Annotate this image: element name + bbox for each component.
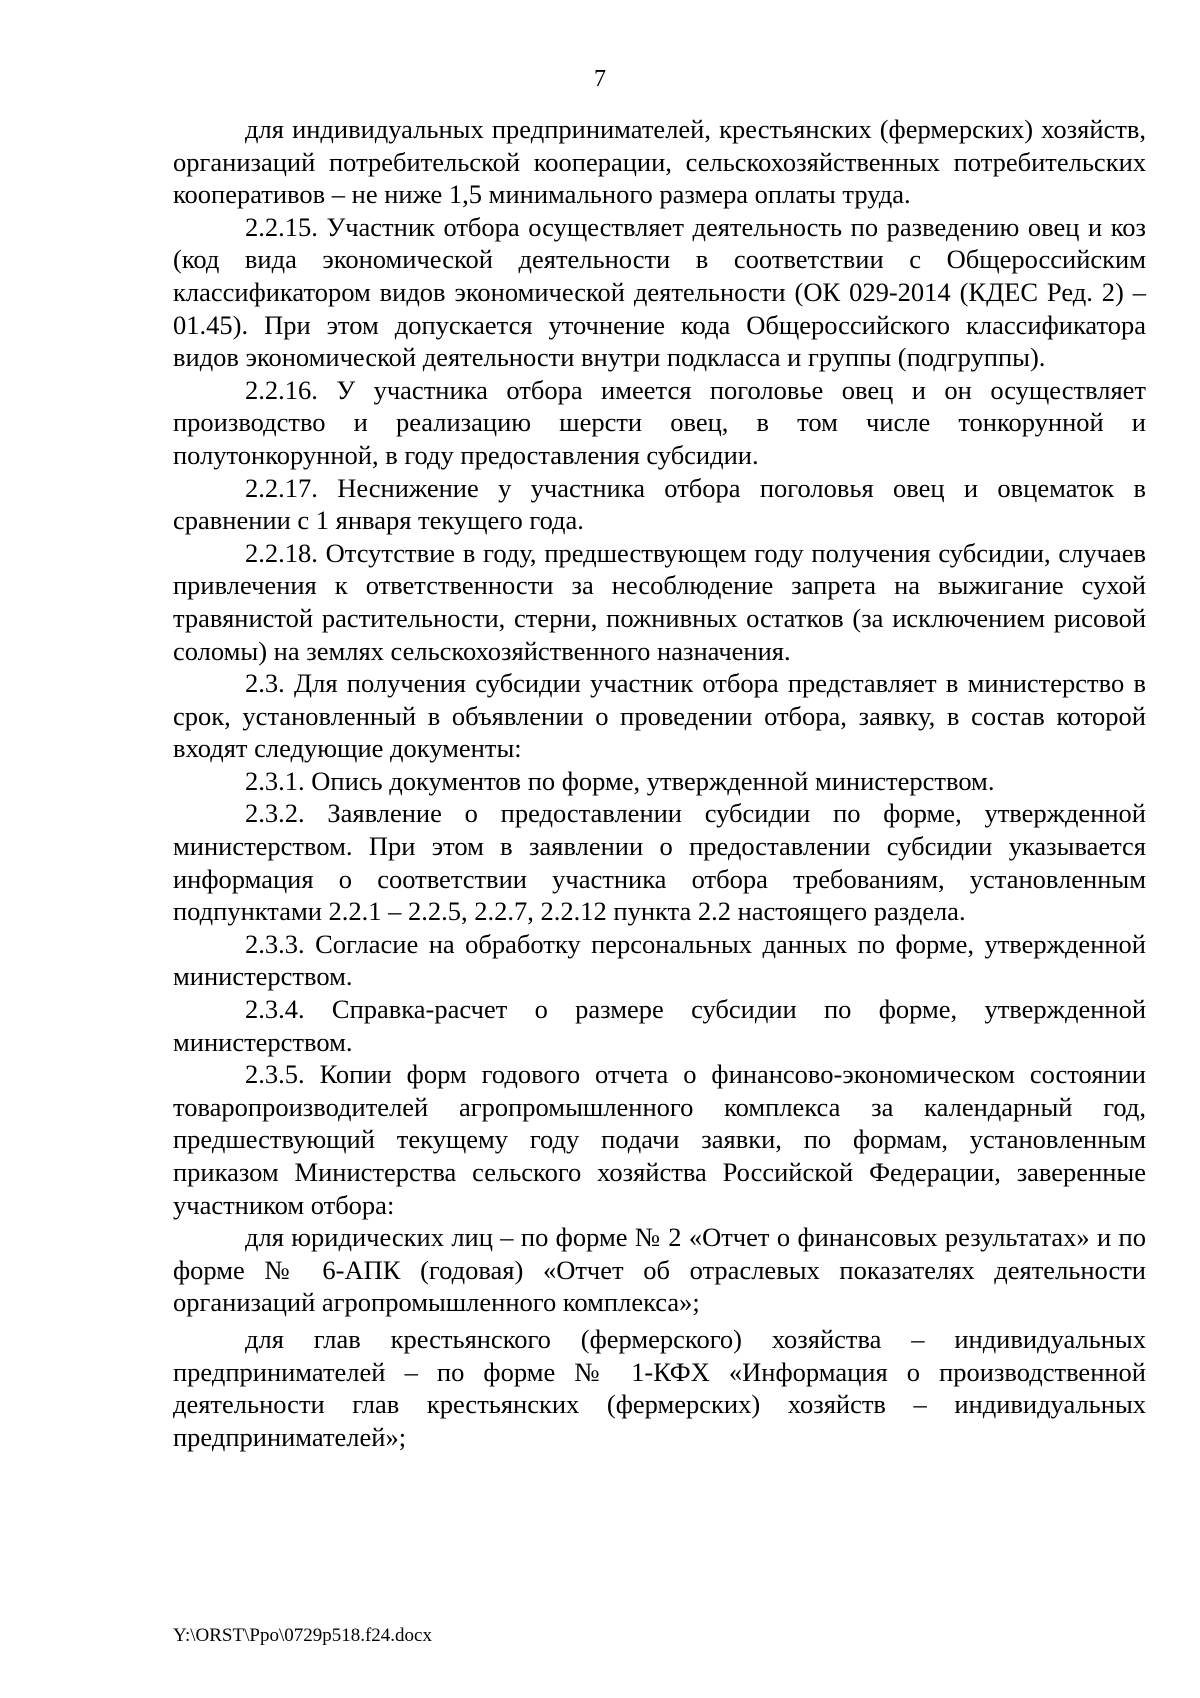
- paragraph-2-3-5: 2.3.5. Копии форм годового отчета о финансово-экономическом состоянии товаропроизводителей агропромышленного комплекса за календарный год, предшествующий текущему году подачи заявки, по формам, установленным приказом Министерства сельского хозяйства Российской Федерации, заверенные участником отбора:: [173, 1059, 1146, 1220]
- paragraph-2-3-3: 2.3.3. Согласие на обработку персональных данных по форме, утвержденной министерством.: [173, 928, 1146, 992]
- paragraph-continuation: для индивидуальных предпринимателей, крестьянских (фермерских) хозяйств, организаций потребительской кооперации, сельскохозяйственных потребительских кооперативов – не ниже 1,5 минимального размера оплаты труда.: [173, 114, 1146, 210]
- paragraph-2-3-2: 2.3.2. Заявление о предоставлении субсидии по форме, утвержденной министерством. При этом в заявлении о предоставлении субсидии указывается информация о соответствии участника отбора требованиям, установленным подпунктами 2.2.1 – 2.2.5, 2.2.7, 2.2.12 пункта 2.2 настоящего раздела.: [173, 798, 1146, 927]
- paragraph-2-2-18: 2.2.18. Отсутствие в году, предшествующем году получения субсидии, случаев привлечения к ответственности за несоблюдение запрета на выжигание сухой травянистой растительности, стерни, пожнивных остатков (за исключением рисовой соломы) на землях сельскохозяйственного назначения.: [173, 537, 1146, 666]
- footer-file-path: Y:\ORST\Ppo\0729p518.f24.docx: [173, 1625, 432, 1646]
- paragraph-legal-entities: для юридических лиц – по форме № 2 «Отчет о финансовых результатах» и по форме № 6-АПК (годовая) «Отчет об отраслевых показателях деятельности организаций агропромышленного комплекса»;: [173, 1222, 1146, 1318]
- paragraph-farm-heads: для глав крестьянского (фермерского) хозяйства – индивидуальных предпринимателей – по форме № 1-КФХ «Информация о производственной деятельности глав крестьянских (фермерских) хозяйств – индивидуальных предпринимателей»;: [173, 1323, 1146, 1452]
- page-number: 7: [594, 66, 606, 92]
- paragraph-2-3-4: 2.3.4. Справка-расчет о размере субсидии по форме, утвержденной министерством.: [173, 994, 1146, 1057]
- paragraph-2-2-16: 2.2.16. У участника отбора имеется поголовье овец и он осуществляет производство и реализацию шерсти овец, в том числе тонкорунной и полутонкорунной, в году предоставления субсидии.: [173, 374, 1146, 470]
- paragraph-2-3-1: 2.3.1. Опись документов по форме, утвержденной министерством.: [245, 765, 995, 796]
- paragraph-2-3: 2.3. Для получения субсидии участник отбора представляет в министерство в срок, установленный в объявлении о проведении отбора, заявку, в состав которой входят следующие документы:: [173, 668, 1146, 764]
- paragraph-2-2-17: 2.2.17. Неснижение у участника отбора поголовья овец и овцематок в сравнении с 1 января текущего года.: [173, 472, 1146, 536]
- document-body: [173, 113, 1146, 1453]
- paragraph-2-2-15: 2.2.15. Участник отбора осуществляет деятельность по разведению овец и коз (код вида экономической деятельности в соответствии с Общероссийским классификатором видов экономической деятельности (ОК 029-2014 (КДЕС Ред. 2) – 01.45). При этом допускается уточнение кода Общероссийского классификатора видов экономической деятельности внутри подкласса и группы (подгруппы).: [173, 211, 1146, 373]
